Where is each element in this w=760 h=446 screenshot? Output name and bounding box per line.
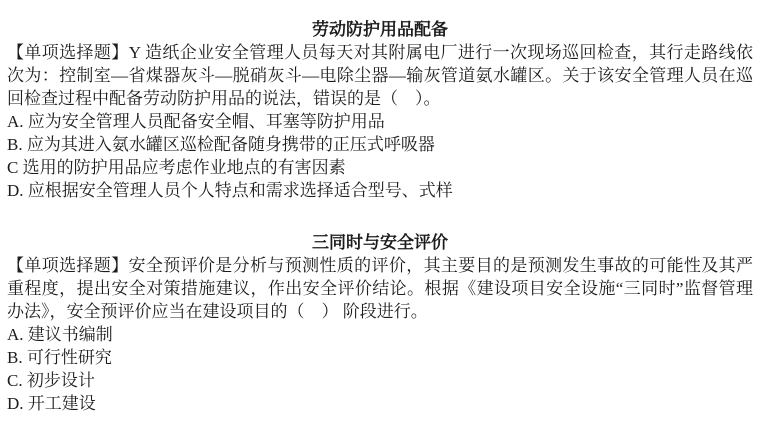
question-block-three-simultaneous — [7, 231, 753, 415]
question-type-label: 【单项选择题】 — [7, 256, 129, 275]
option-item-d: D. 开工建设 — [7, 394, 96, 413]
option-item-b: B. 可行性研究 — [7, 348, 112, 367]
question-title: 劳动防护用品配备 — [312, 20, 448, 39]
question-stem-text: Y 造纸企业安全管理人员每天对其附属电厂进行一次现场巡回检查，其行走路线依次为：控制室—省煤器灰斗—脱硝灰斗—电除尘器—输灰管道氨水罐区。关于该安全管理人员在巡回检查过程中配备劳动防护用品的说法，错误的是（ ）。 — [7, 43, 753, 108]
question-type-label: 【单项选择题】 — [7, 43, 129, 62]
question-stem-text: 安全预评价是分析与预测性质的评价，其主要目的是预测发生事故的可能性及其严重程度，提出安全对策措施建议，作出安全评价结论。根据《建设项目安全设施“三同时”监督管理办法》，安全预评价应当在建设项目的（ ） 阶段进行。 — [7, 256, 753, 321]
question-block-labor-protection — [7, 18, 753, 202]
option-item-a: A. 应为安全管理人员配备安全帽、耳塞等防护用品 — [7, 112, 385, 131]
option-item-a: A. 建议书编制 — [7, 325, 113, 344]
option-item-c: C 选用的防护用品应考虑作业地点的有害因素 — [7, 158, 346, 177]
option-item-d: D. 应根据安全管理人员个人特点和需求选择适合型号、式样 — [7, 181, 453, 200]
option-item-b: B. 应为其进入氨水罐区巡检配备随身携带的正压式呼吸器 — [7, 135, 435, 154]
option-item-c: C. 初步设计 — [7, 371, 95, 390]
question-stem — [7, 41, 753, 110]
question-title: 三同时与安全评价 — [312, 233, 448, 252]
question-stem — [7, 254, 753, 323]
